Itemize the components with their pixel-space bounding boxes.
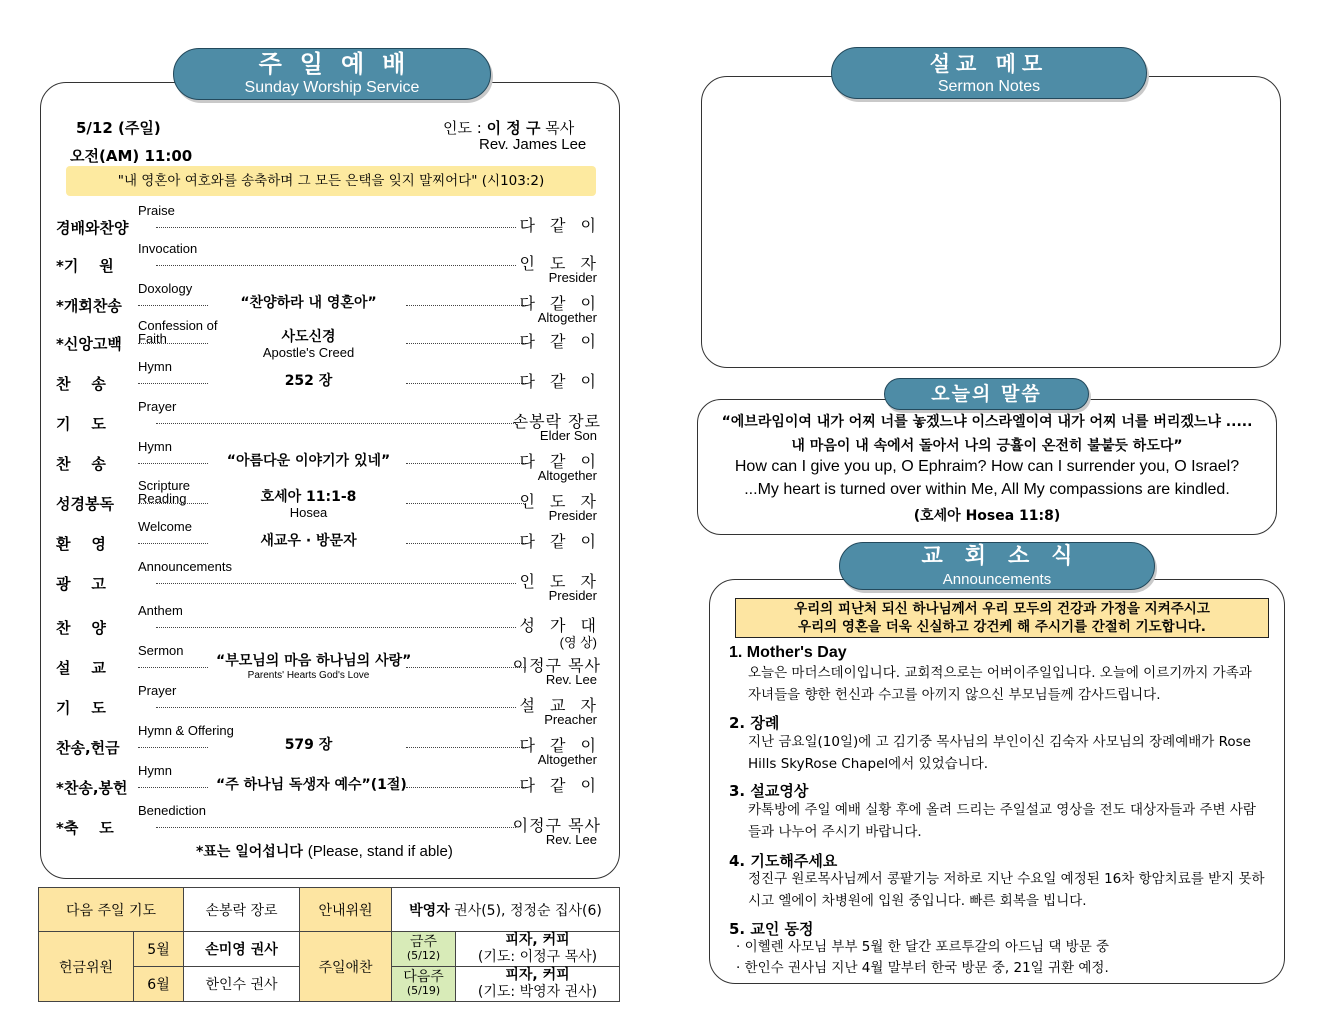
service-item-person: 다 같 이: [519, 452, 601, 471]
prayer-request-box: [735, 598, 1269, 638]
leader-dots: [156, 265, 516, 266]
sermon-notes-title-ko: 설교 메모: [929, 52, 1049, 76]
service-item: [56, 521, 601, 561]
service-item-person-english: (영 상): [559, 635, 597, 650]
announcement-3-body: 카톡방에 주일 예배 실황 후에 올려 드리는 주일설교 영상을 전도 대상자들과 주변 사람들과 나누어 주시기 바랍니다.: [748, 802, 1256, 840]
service-item-english: Hymn: [138, 359, 172, 374]
service-item-person: 다 같 이: [519, 216, 601, 235]
service-item-person: 이정구 목사: [512, 656, 601, 675]
next-week-label: 다음주: [403, 969, 444, 985]
service-item-detail: 호세아 11:1-8: [260, 489, 357, 505]
service-item-person-english: Presider: [548, 588, 597, 603]
service-item-english: Hymn: [138, 763, 172, 778]
service-item-person-english: Altogether: [537, 468, 597, 483]
leader-dots: [406, 747, 526, 748]
prayer-line-1: 우리의 피난처 되신 하나님께서 우리 모두의 건강과 가정을 지켜주시고: [794, 601, 1210, 617]
service-item-person: 인 도 자: [519, 572, 601, 591]
worship-title-ko: 주일예배: [258, 50, 424, 78]
word-line-2: 내 마음이 내 속에서 돌아서 나의 긍휼이 온전히 불붙듯 하도다”: [791, 438, 1183, 454]
leader-label: 인도 :: [443, 119, 482, 137]
service-item-label: *찬송,봉헌: [56, 779, 128, 797]
usher-names: [392, 888, 620, 932]
service-item: [56, 685, 601, 725]
leader-dots: [138, 463, 208, 464]
announcement-4-body: 정진구 원로목사님께서 콩팥기능 저하로 지난 수요일 예정된 16차 항암치료를 받지 못하시고 엘에이 차병원에 입원 중입니다. 빠른 회복을 빕니다.: [748, 871, 1265, 909]
leader-dots: [138, 343, 208, 344]
this-week-prayer: (기도: 이정구 목사): [477, 949, 598, 965]
service-item-person: 다 같 이: [519, 776, 601, 795]
leader-dots: [406, 787, 526, 788]
service-item-label: 광 고: [56, 575, 106, 593]
leader-dots: [138, 543, 208, 544]
service-item: [56, 478, 601, 523]
service-item-english: Sermon: [138, 643, 184, 658]
service-item-person: 다 같 이: [519, 332, 601, 351]
word-reference: (호세아 Hosea 11:8): [913, 508, 1061, 524]
service-item-label: 찬송,헌금: [56, 739, 120, 757]
sermon-notes-banner: [831, 47, 1147, 99]
service-item: [56, 283, 601, 323]
this-week-lunch: [456, 932, 620, 967]
june-name: 한인수 권사: [184, 967, 300, 1002]
word-line-4: ...My heart is turned over within Me, All My compassions are kindled.: [744, 481, 1230, 498]
service-item-person-english: Altogether: [537, 752, 597, 767]
next-week-prayer: (기도: 박영자 권사): [477, 984, 598, 1000]
service-item-english: Hymn: [138, 439, 172, 454]
service-item-label: 찬 양: [56, 619, 106, 637]
this-week-label: 금주: [409, 934, 438, 950]
leader-dots: [406, 305, 526, 306]
leader-dots: [156, 583, 516, 584]
this-week-menu: 피자, 커피: [505, 932, 570, 948]
leader-name-en: Rev. James Lee: [479, 136, 587, 153]
service-item-person-english: Rev. Lee: [545, 672, 597, 687]
leader-dots: [406, 383, 526, 384]
service-item: [56, 765, 601, 805]
this-week-date: (5/12): [406, 949, 441, 962]
service-item: [56, 805, 601, 845]
leader-dots: [138, 383, 208, 384]
service-item-person: 설 교 자: [519, 696, 601, 715]
sermon-notes-title-en: Sermon Notes: [937, 78, 1041, 95]
service-item-english: Announcements: [138, 559, 232, 574]
stand-note-ko: *표는 일어섭니다: [196, 844, 303, 860]
service-item-label: 환 영: [56, 535, 106, 553]
service-item-label: 기 도: [56, 415, 106, 433]
service-item-label: *축 도: [56, 819, 114, 837]
leader-name: 이 정 구: [486, 119, 541, 137]
offering-label: 헌금위원: [39, 932, 134, 1002]
leader-dots: [406, 543, 526, 544]
service-item-label: 경배와찬양: [56, 219, 129, 237]
announcements-banner: [839, 542, 1155, 590]
service-item-label: 기 도: [56, 699, 106, 717]
leader-dots: [156, 707, 516, 708]
leader-dots: [138, 747, 208, 748]
service-item-person-english: Rev. Lee: [545, 832, 597, 847]
service-item-english: Prayer: [138, 399, 177, 414]
leader-dots: [406, 503, 526, 504]
service-item-person-english: Elder Son: [539, 428, 597, 443]
service-item-person: 손봉락 장로: [512, 412, 601, 431]
leader-dots: [138, 503, 208, 504]
service-item-detail: 사도신경: [281, 329, 336, 345]
service-item: [56, 725, 601, 765]
service-item-person: 다 같 이: [519, 736, 601, 755]
may-name: 손미영 권사: [184, 932, 300, 967]
next-week-cell: [392, 967, 456, 1002]
usher-name-rest: 권사(5), 정정순 집사(6): [449, 902, 602, 919]
service-item-english: Confession of Faith: [138, 318, 218, 346]
leader-dots: [138, 787, 208, 788]
service-item: [56, 401, 601, 441]
service-item-detail-english: Parents' Hearts God's Love: [247, 670, 370, 681]
service-item-detail: “부모님의 마음 하나님의 사랑”: [216, 653, 412, 669]
todays-word-banner: [884, 378, 1089, 410]
service-item: [56, 645, 601, 685]
service-item-detail: 579 장: [284, 737, 333, 753]
leader-dots: [156, 227, 516, 228]
service-item-english: Prayer: [138, 683, 177, 698]
worship-time: 오전(AM) 11:00: [70, 147, 193, 165]
service-item-label: *신앙고백: [56, 335, 122, 353]
next-prayer-label: 다음 주일 기도: [39, 888, 184, 932]
announcements-title-en: Announcements: [942, 571, 1052, 588]
leader-dots: [156, 627, 516, 628]
usher-name-1: 박영자: [409, 902, 450, 919]
service-item: [56, 561, 601, 601]
service-item-person: 다 같 이: [519, 372, 601, 391]
leader-dots: [156, 827, 516, 828]
service-item-detail-english: Apostle's Creed: [262, 345, 355, 360]
service-item-person: 다 같 이: [519, 532, 601, 551]
next-week-date: (5/19): [406, 984, 441, 997]
service-item-english: Praise: [138, 203, 175, 218]
sermon-notes-panel: [701, 76, 1281, 368]
service-item-person: 성 가 대: [519, 616, 601, 635]
service-item: [56, 243, 601, 283]
service-item-english: Invocation: [138, 241, 198, 256]
service-item-person: 이정구 목사: [512, 816, 601, 835]
announcement-4-title: 4. 기도해주세요: [729, 852, 838, 870]
service-item: [56, 441, 601, 481]
announcement-2-body: 지난 금요일(10일)에 고 김기중 목사님의 부인이신 김숙자 사모님의 장례예배가 Rose Hills SkyRose Chapel에서 있었습니다.: [748, 734, 1251, 772]
member-news-1: · 이헬렌 사모님 부부 5월 한 달간 포르투갈의 아드님 댁 방문 중: [736, 939, 1110, 955]
service-item-label: 설 교: [56, 659, 106, 677]
next-week-menu: 피자, 커피: [505, 967, 570, 983]
stand-note-en: (Please, stand if able): [307, 843, 453, 860]
service-item-label: *기 원: [56, 257, 114, 275]
duty-table: [38, 887, 620, 1002]
theme-verse: "내 영혼아 여호와를 송축하며 그 모든 은택을 잊지 말찌어다" (시103:2): [66, 166, 596, 196]
announcement-1-body: 오늘은 마더스데이입니다. 교회적으로는 어버이주일입니다. 오늘에 이르기까지 가족과 자녀들을 향한 헌신과 수고를 아끼지 않으신 부모님들께 감사드립니다.: [748, 665, 1252, 703]
service-item-person: 다 같 이: [519, 294, 601, 313]
service-item-english: Benediction: [138, 803, 206, 818]
word-line-1: “에브라임이여 내가 어찌 너를 놓겠느냐 이스라엘이여 내가 어찌 너를 버리겠느냐 .....: [721, 414, 1253, 430]
service-item-english: Welcome: [138, 519, 192, 534]
announcement-5-title: 5. 교인 동정: [729, 920, 814, 938]
service-item: [56, 205, 601, 245]
service-item-detail: “찬양하라 내 영혼아”: [240, 295, 377, 311]
service-item-label: 찬 송: [56, 455, 106, 473]
service-item-detail: 새교우 · 방문자: [260, 533, 357, 549]
may-label: 5월: [134, 932, 184, 967]
lunch-label: 주일애찬: [300, 932, 392, 1002]
service-item-detail: “주 하나님 독생자 예수”(1절): [216, 777, 407, 793]
worship-title-en: Sunday Worship Service: [244, 79, 420, 96]
worship-date: 5/12 (주일): [76, 119, 161, 137]
prayer-line-2: 우리의 영혼을 더욱 신실하고 강건케 해 주시기를 간절히 기도합니다.: [798, 619, 1206, 635]
next-week-lunch: [456, 967, 620, 1002]
announcements-title-ko: 교회소식: [921, 544, 1095, 569]
service-item-label: 찬 송: [56, 375, 106, 393]
service-item-english: Scripture Reading: [138, 478, 191, 506]
worship-leader: [443, 117, 574, 138]
service-item: [56, 318, 601, 361]
service-item: [56, 603, 601, 650]
service-item-person-english: Presider: [548, 508, 597, 523]
leader-dots: [138, 667, 208, 668]
service-item-english: Doxology: [138, 281, 193, 296]
service-item-english: Anthem: [138, 603, 183, 618]
next-prayer-name: 손봉락 장로: [184, 888, 300, 932]
worship-title-banner: [173, 48, 491, 100]
member-news-2: · 한인수 권사님 지난 4월 말부터 한국 방문 중, 21일 귀환 예정.: [736, 960, 1109, 976]
leader-dots: [406, 667, 526, 668]
service-item-detail: “아름다운 이야기가 있네”: [226, 453, 391, 469]
leader-dots: [156, 423, 516, 424]
service-item-label: 성경봉독: [56, 495, 114, 513]
announcement-2-title: 2. 장례: [729, 714, 780, 732]
service-item-person-english: Presider: [548, 270, 597, 285]
usher-label: 안내위원: [300, 888, 392, 932]
service-item-person: 인 도 자: [519, 254, 601, 273]
leader-dots: [138, 305, 208, 306]
todays-word-title: 오늘의 말씀: [931, 383, 1042, 405]
announcement-1-title: 1. Mother's Day: [729, 644, 847, 661]
leader-dots: [406, 343, 526, 344]
service-item-detail-english: Hosea: [289, 505, 328, 520]
stand-note: [196, 841, 453, 861]
this-week-cell: [392, 932, 456, 967]
service-item: [56, 361, 601, 401]
announcement-3-title: 3. 설교영상: [729, 782, 809, 800]
leader-title: 목사: [545, 119, 575, 137]
service-item-label: *개회찬송: [56, 297, 122, 315]
word-line-3: How can I give you up, O Ephraim? How can I surrender you, O Israel?: [734, 458, 1240, 475]
service-item-detail: 252 장: [284, 373, 333, 389]
service-item-person-english: Preacher: [544, 712, 597, 727]
service-item-english: Hymn & Offering: [138, 723, 234, 738]
service-item-person: 인 도 자: [519, 492, 601, 511]
service-item-person-english: Altogether: [537, 310, 597, 325]
june-label: 6월: [134, 967, 184, 1002]
leader-dots: [406, 463, 526, 464]
